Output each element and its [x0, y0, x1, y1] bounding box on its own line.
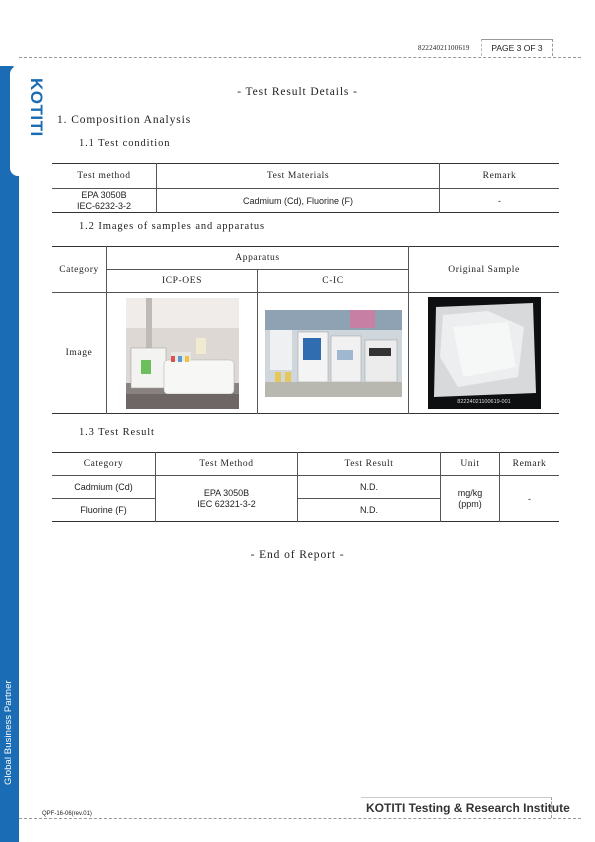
- apparatus-icp-oes: ICP-OES: [107, 270, 258, 293]
- image-row-label: Image: [52, 293, 107, 414]
- unit-cell: [441, 476, 500, 522]
- section-heading: 1. Composition Analysis: [57, 114, 192, 126]
- column-header: Test Method: [156, 453, 298, 476]
- svg-text:KOTITI: KOTITI: [27, 78, 46, 137]
- end-of-report: - End of Report -: [250, 549, 345, 561]
- footer-divider: [19, 818, 581, 819]
- column-header: Remark: [512, 459, 547, 469]
- category-header: Category: [52, 247, 107, 293]
- unit-line: mg/kg: [457, 487, 483, 498]
- test-method-cell: [156, 476, 298, 522]
- original-sample-image-cell: [409, 293, 560, 414]
- method-line: IEC-6232-3-2: [76, 200, 132, 211]
- column-header: Test Result: [298, 453, 441, 476]
- sample-id-caption: 82224021100619-001: [457, 399, 511, 405]
- images-table: [52, 246, 559, 414]
- c-ic-image-cell: [258, 293, 409, 414]
- result-cell: N.D.: [298, 476, 441, 499]
- icp-oes-image-cell: [107, 293, 258, 414]
- icp-oes-photo: [126, 298, 239, 409]
- original-sample-header: Original Sample: [448, 264, 520, 275]
- test-condition-table: [52, 163, 559, 213]
- subsection-heading-test-condition: 1.1 Test condition: [79, 138, 171, 149]
- column-header: Unit: [441, 453, 500, 476]
- page-indicator: PAGE 3 OF 3: [481, 39, 553, 56]
- header-divider: [19, 57, 581, 58]
- test-materials-cell: Cadmium (Cd), Fluorine (F): [157, 189, 440, 213]
- column-header: Category: [52, 453, 156, 476]
- page-title: - Test Result Details -: [237, 86, 358, 98]
- document-number: 82224021100619: [418, 44, 470, 52]
- remark-cell: -: [528, 493, 531, 504]
- column-header: Test method: [52, 164, 157, 189]
- method-line: IEC 62321-3-2: [197, 498, 256, 509]
- table-row: [52, 476, 559, 499]
- column-header: Test Materials: [157, 164, 440, 189]
- institute-name: KOTITI Testing & Research Institute: [366, 801, 570, 815]
- form-code: QPF-16-06(rev.01): [42, 811, 92, 817]
- method-line: EPA 3050B: [203, 487, 250, 498]
- c-ic-photo: [265, 310, 402, 397]
- apparatus-header: Apparatus: [107, 247, 409, 270]
- method-line: EPA 3050B: [81, 189, 127, 200]
- category-cell: Fluorine (F): [52, 499, 156, 522]
- side-tagline: Global Business Partner: [3, 680, 14, 785]
- result-cell: N.D.: [298, 499, 441, 522]
- apparatus-c-ic: C-IC: [258, 270, 409, 293]
- column-header: Remark: [482, 171, 517, 181]
- remark-cell: -: [498, 195, 501, 206]
- subsection-heading-images: 1.2 Images of samples and apparatus: [79, 221, 266, 232]
- test-result-table: [52, 452, 559, 522]
- subsection-heading-test-result: 1.3 Test Result: [79, 427, 155, 438]
- unit-line: (ppm): [458, 498, 482, 509]
- original-sample-photo: [428, 297, 541, 409]
- category-cell: Cadmium (Cd): [52, 476, 156, 499]
- test-method-cell: [52, 189, 157, 213]
